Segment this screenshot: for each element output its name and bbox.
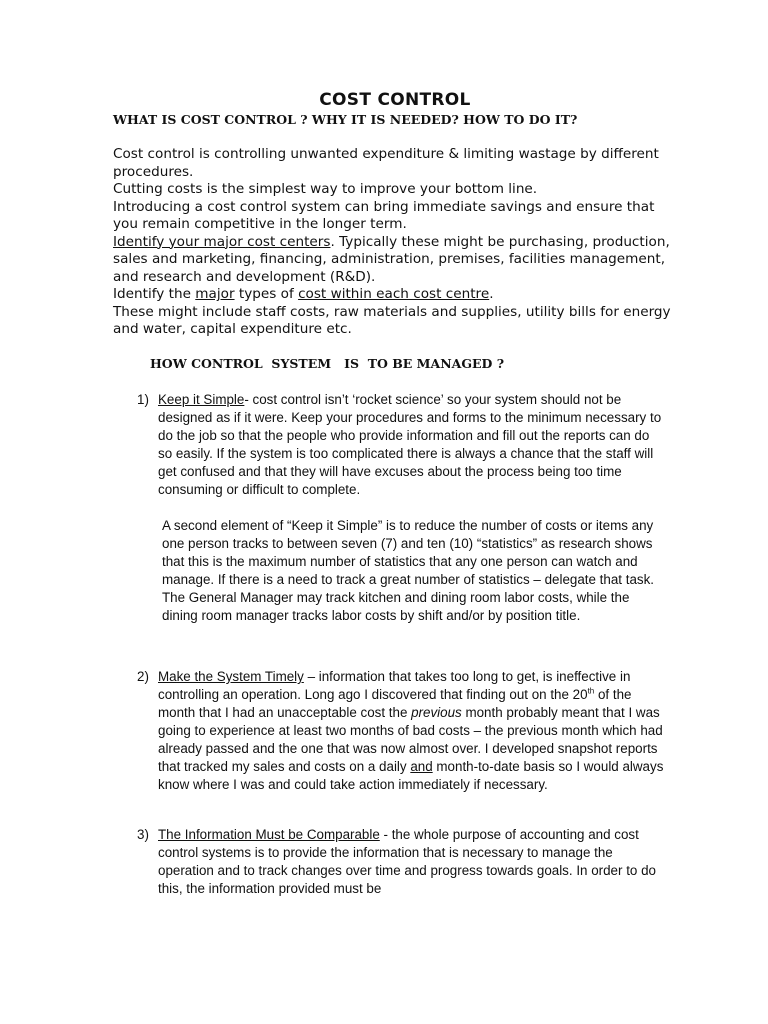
list-item-text: - the whole purpose of accounting and cost control systems is to provide the information that is necessary to manage the operation and to track changes over time and progress towards goals. In order to do this, the information provided must be xyxy=(158,827,656,896)
list-number: 3) xyxy=(137,827,149,842)
section-heading: HOW CONTROL SYSTEM IS TO BE MANAGED ? xyxy=(150,356,505,371)
intro-text: Identify the xyxy=(113,286,196,302)
list-item-text: - cost control isn’t ‘rocket science’ so your system should not be designed as if it were. Keep your procedures and forms to the minimum necessary to do the job so that the people who provide information and fill out the reports can do so easily. If the system is too complicated there is always a chance that the staff will get confused and that they will have excuses about the process being too time consuming or difficult to complete. xyxy=(158,392,662,497)
list-item-body xyxy=(158,826,667,898)
list-number: 2) xyxy=(137,669,149,684)
list-item-para xyxy=(158,391,667,499)
intro-line xyxy=(113,234,673,287)
intro-section xyxy=(113,146,673,339)
list-item-heading: Make the System Timely xyxy=(158,669,304,684)
intro-text: . Typically these might be purchasing, production, sales and marketing, financing, administration, premises, facilities management, and research and development (R&D). xyxy=(113,233,670,285)
list-item-text: month probably meant that I was going to experience at least two months of bad costs – the previous month which had already passed and the one that was now almost over. I developed snapshot reports that tracked my sales and costs on a daily xyxy=(158,705,663,774)
and-underline: and xyxy=(410,759,433,774)
intro-text: . xyxy=(489,286,494,302)
list-number: 1) xyxy=(137,392,149,407)
list-item xyxy=(137,826,667,898)
intro-line: Cost control is controlling unwanted expenditure & limiting wastage by different procedures. xyxy=(113,146,659,180)
intro-line: These might include staff costs, raw materials and supplies, utility bills for energy and water, capital expenditure etc. xyxy=(113,303,671,337)
list-item-text: of the month that I had an unacceptable cost the xyxy=(158,687,632,720)
superscript: th xyxy=(587,686,595,696)
list-item-para xyxy=(158,826,667,898)
cost-centers-underline: Identify your major cost centers xyxy=(113,233,331,250)
list-item-para xyxy=(158,668,667,794)
document-title: COST CONTROL xyxy=(319,90,471,110)
intro-line: Cutting costs is the simplest way to improve your bottom line. xyxy=(113,181,538,197)
list-item-body xyxy=(158,391,667,625)
list-item-heading: The Information Must be Comparable xyxy=(158,827,380,842)
major-underline: major xyxy=(195,286,235,302)
list-item-heading: Keep it Simple xyxy=(158,392,245,407)
list-item-text: month-to-date basis so I would always know where I was and could take action immediately if necessary. xyxy=(158,759,664,792)
list-item-text: – information that takes too long to get, is ineffective in controlling an operation. Long ago I discovered that finding out on the 20 xyxy=(158,669,631,702)
list-item-body xyxy=(158,668,667,794)
document-subtitle: WHAT IS COST CONTROL ? WHY IT IS NEEDED? HOW TO DO IT? xyxy=(113,112,578,127)
list-item-para: A second element of “Keep it Simple” is to reduce the number of costs or items any one person tracks to between seven (7) and ten (10) “statistics” as research shows that this is the maximum number of statistics that any one person can watch and manage. If there is a need to track a great number of statistics – delegate that task. The General Manager may track kitchen and dining room labor costs, while the dining room manager tracks labor costs by shift and/or by position title. xyxy=(162,518,655,623)
cost-centre-underline: cost within each cost centre xyxy=(298,286,490,302)
list-item xyxy=(137,668,667,794)
intro-text: types of xyxy=(234,286,299,302)
list-item xyxy=(137,391,667,625)
intro-line: Introducing a cost control system can bring immediate savings and ensure that you remain competitive in the longer term. xyxy=(113,198,655,232)
intro-line xyxy=(113,286,673,304)
italic-text: previous xyxy=(411,705,462,720)
